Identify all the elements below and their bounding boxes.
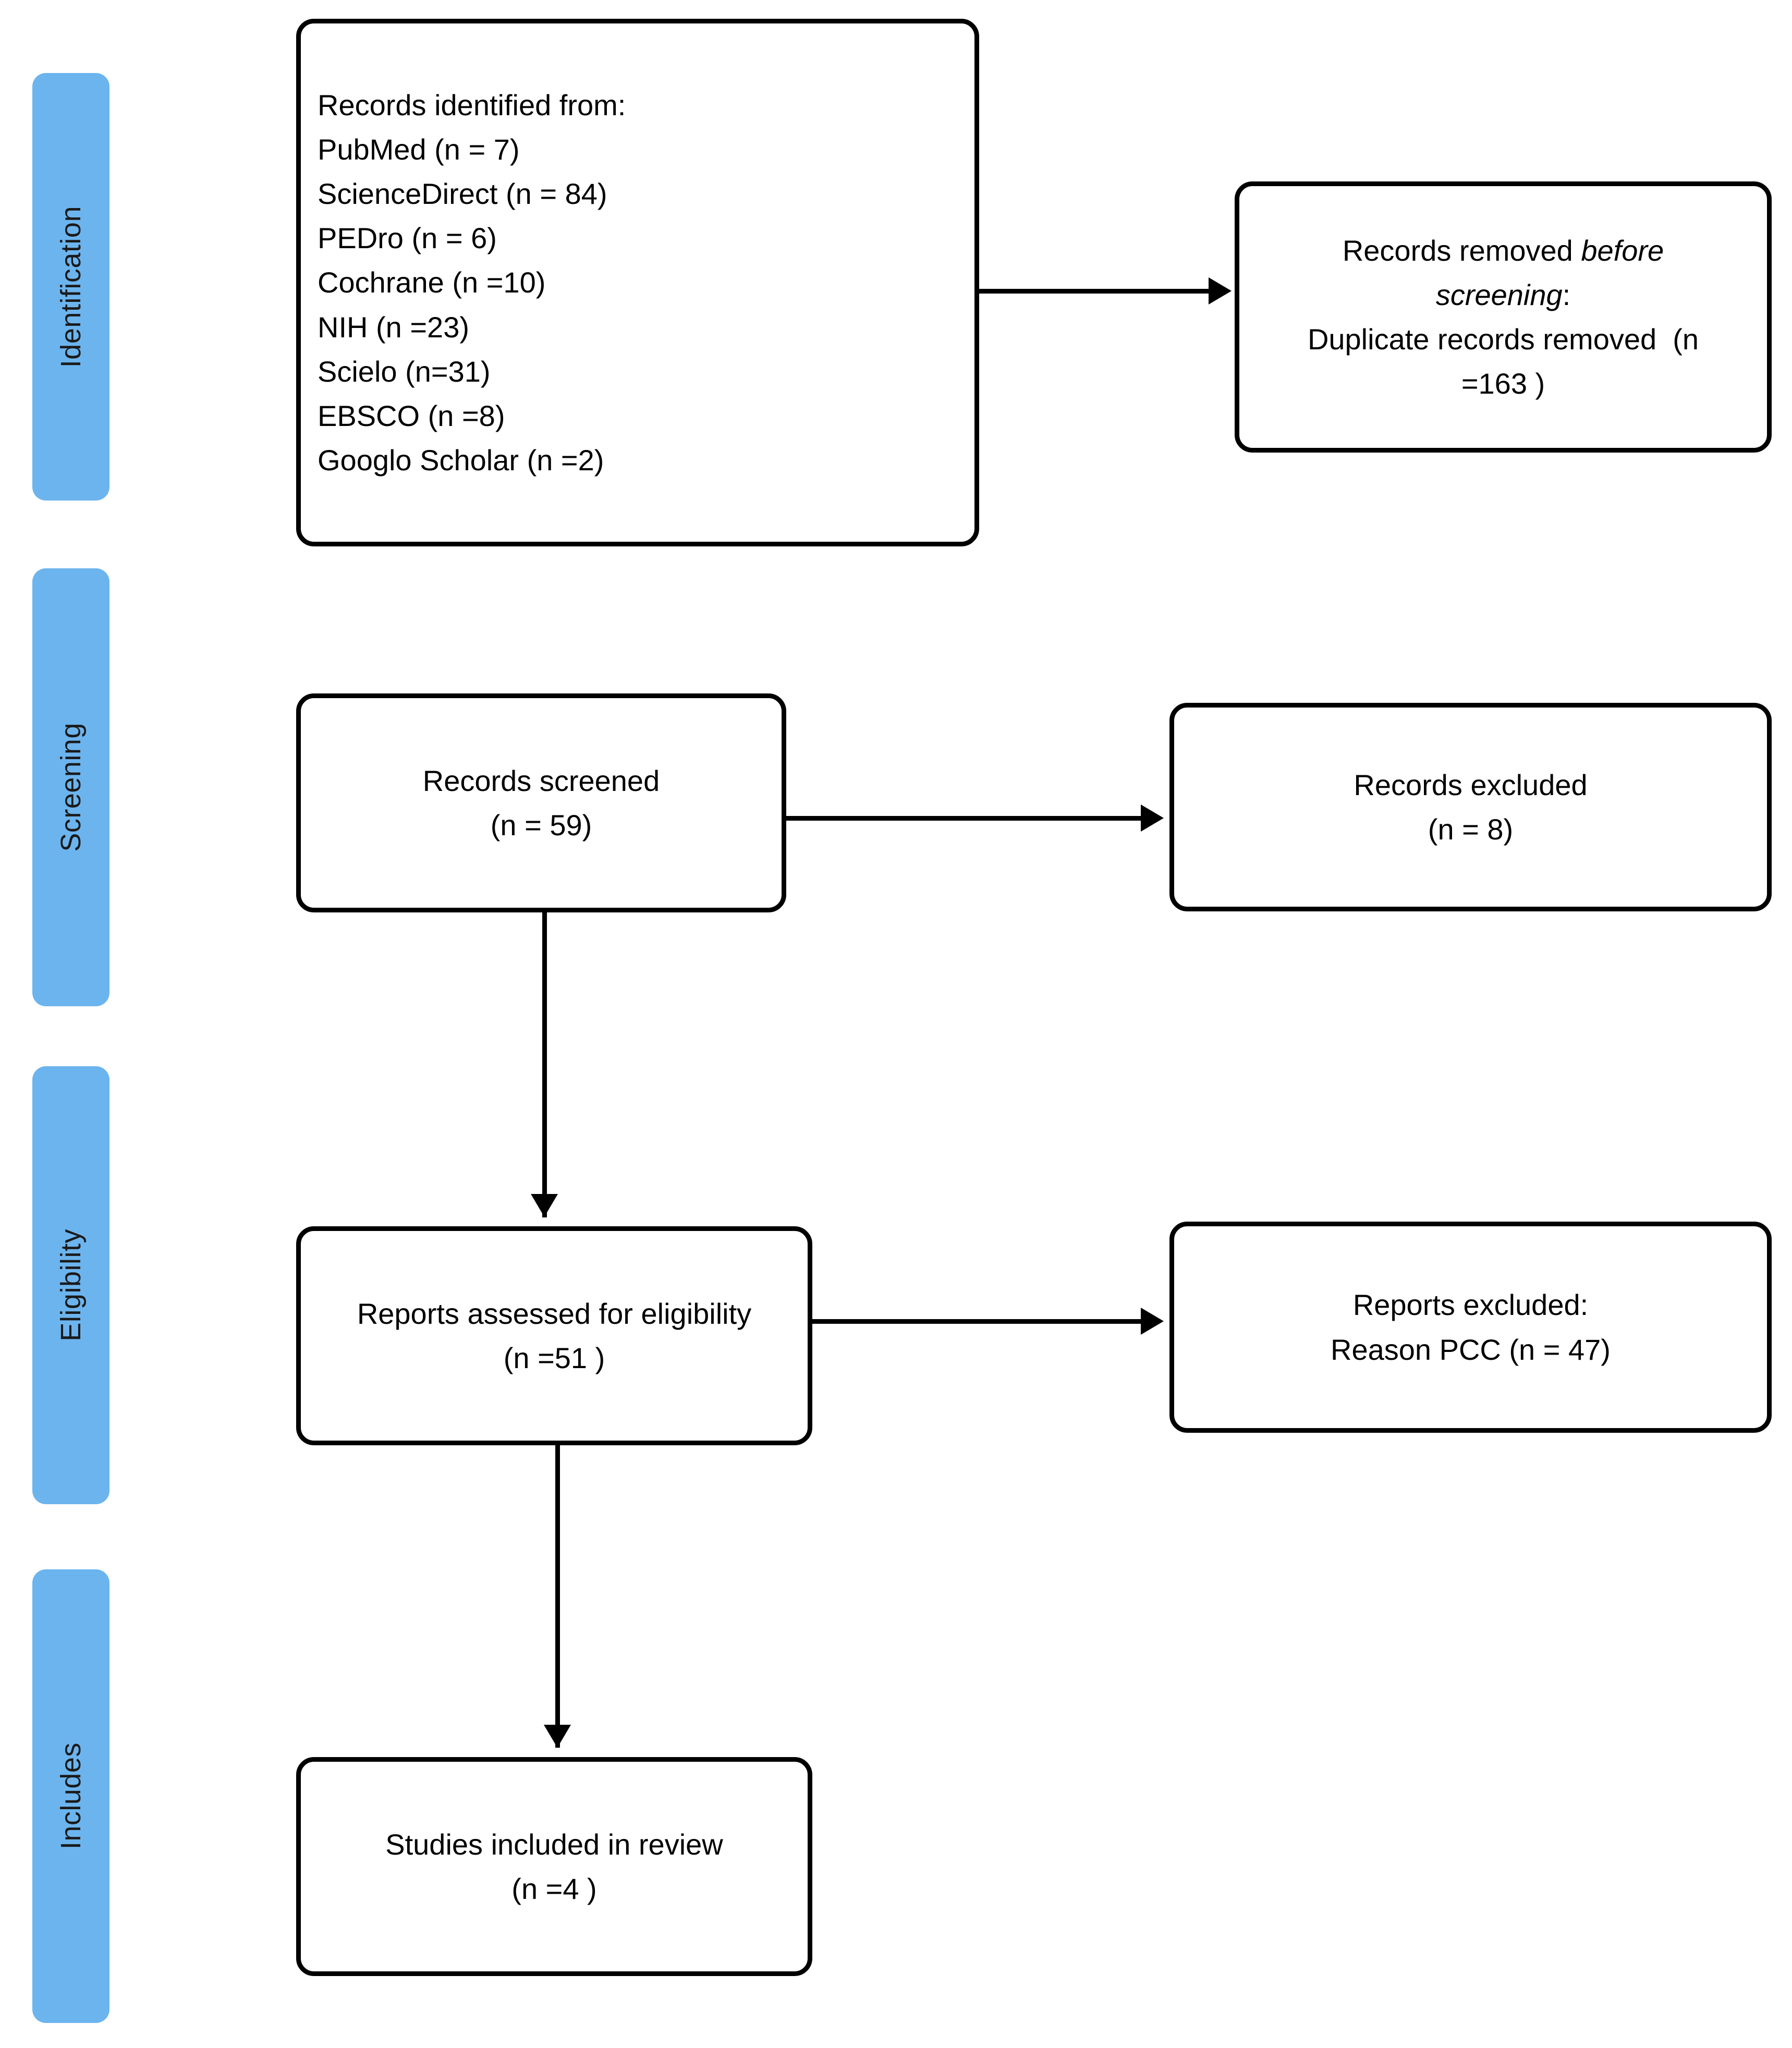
box-studies-included: [296, 1757, 812, 1976]
records-excluded-line-1: Records excluded: [1354, 768, 1588, 801]
records-screened-line-1: Records screened: [422, 764, 660, 797]
reports-assessed-line-2: (n =51 ): [503, 1342, 605, 1374]
records-identified-line-2: PubMed (n = 7): [318, 133, 520, 166]
records-removed-line-1: [1239, 228, 1767, 273]
stage-label-identification: [32, 73, 109, 501]
box-reports-assessed: [296, 1226, 812, 1445]
stage-label-screening-text: Screening: [55, 723, 87, 852]
records-identified-line-9: Googlo Scholar (n =2): [318, 443, 604, 477]
arrow-screened-to-excluded: [1141, 804, 1164, 832]
arrow-assessed-to-reports-excluded: [1141, 1308, 1164, 1335]
records-removed-line-1-prefix: Records removed: [1342, 234, 1581, 267]
stage-label-eligibility-text: Eligibility: [55, 1229, 87, 1342]
studies-included-line-2: (n =4 ): [511, 1872, 597, 1905]
box-records-screened: [296, 693, 786, 912]
records-screened-line-2: (n = 59): [490, 809, 592, 842]
connector-assessed-to-reports-excluded: [812, 1319, 1141, 1324]
records-identified-line-3: ScienceDirect (n = 84): [318, 177, 607, 211]
box-records-removed-before-screening: [1235, 181, 1772, 453]
stage-label-screening: [32, 568, 109, 1006]
box-records-excluded: [1169, 703, 1772, 911]
stage-label-includes: [32, 1569, 109, 2023]
box-reports-excluded: [1169, 1222, 1772, 1433]
stage-label-eligibility: [32, 1066, 109, 1504]
reports-excluded-line-2: Reason PCC (n = 47): [1331, 1333, 1611, 1366]
reports-assessed-line-1: Reports assessed for eligibility: [357, 1297, 752, 1330]
records-removed-line-2-italic: screening: [1435, 278, 1563, 311]
records-identified-line-8: EBSCO (n =8): [318, 399, 505, 432]
studies-included-line-1: Studies included in review: [385, 1827, 723, 1861]
records-identified-line-4: PEDro (n = 6): [318, 222, 497, 255]
arrow-identified-to-removed: [1209, 277, 1232, 304]
connector-identified-to-removed: [979, 289, 1209, 294]
records-removed-line-2: [1239, 273, 1767, 317]
records-identified-line-1: Records identified from:: [318, 89, 626, 121]
connector-screened-to-assessed: [542, 912, 547, 1217]
records-removed-line-1-italic: before: [1581, 234, 1664, 267]
records-identified-line-7: Scielo (n=31): [318, 355, 491, 388]
records-removed-line-2-suffix: :: [1562, 278, 1571, 311]
connector-assessed-to-included: [555, 1445, 560, 1748]
records-removed-line-4: =163 ): [1461, 367, 1545, 400]
box-records-identified: [296, 19, 979, 546]
stage-label-identification-text: Identification: [55, 205, 87, 368]
records-identified-line-5: Cochrane (n =10): [318, 266, 546, 299]
stage-label-includes-text: Includes: [55, 1742, 87, 1850]
records-removed-line-3: Duplicate records removed (n: [1307, 323, 1699, 356]
reports-excluded-line-1: Reports excluded:: [1352, 1288, 1589, 1322]
arrow-screened-to-assessed: [531, 1194, 558, 1217]
records-identified-line-6: NIH (n =23): [318, 310, 469, 344]
arrow-assessed-to-included: [544, 1725, 571, 1748]
connector-screened-to-excluded: [786, 816, 1141, 821]
records-excluded-line-2: (n = 8): [1428, 813, 1514, 846]
